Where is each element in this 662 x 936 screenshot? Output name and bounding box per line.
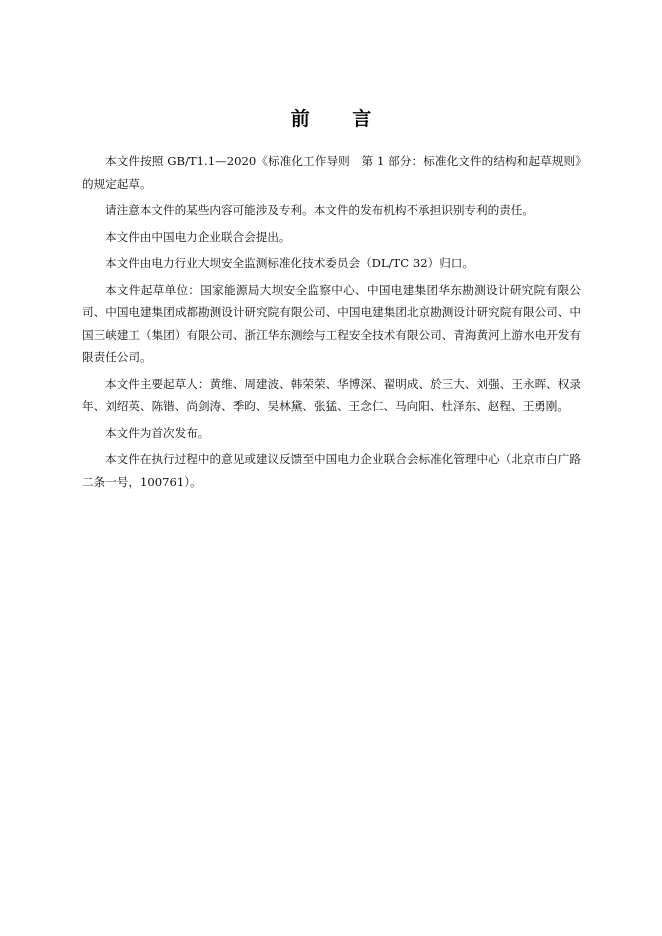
page-title: 前 言 xyxy=(290,108,390,130)
paragraph-drafting-rules: 本文件按照 GB/T1.1—2020《标准化工作导则 第 1 部分：标准化文件的结构和起草规则》的规定起草。 xyxy=(82,154,581,191)
document-body xyxy=(82,150,581,497)
paragraph-proposer: 本文件由中国电力企业联合会提出。 xyxy=(105,229,291,244)
paragraph-feedback: 本文件在执行过程中的意见或建议反馈至中国电力企业联合会标准化管理中心（北京市白广路二条一号，100761）。 xyxy=(82,452,581,489)
paragraph-first-release: 本文件为首次发布。 xyxy=(105,425,210,440)
paragraph-patent-notice: 请注意本文件的某些内容可能涉及专利。本文件的发布机构不承担识别专利的责任。 xyxy=(105,203,534,217)
paragraph-technical-committee: 本文件由电力行业大坝安全监测标准化技术委员会（DL/TC 32）归口。 xyxy=(105,256,474,270)
paragraph-main-drafters: 本文件主要起草人：黄维、周建波、韩荣荣、华博深、翟明成、於三大、刘强、王永晖、权录年、刘绍英、陈锴、尚剑涛、季昀、吴林黛、张猛、王念仁、马向阳、杜泽东、赵程、王勇刚。 xyxy=(82,376,581,413)
paragraph-drafting-organizations: 本文件起草单位：国家能源局大坝安全监察中心、中国电建集团华东勘测设计研究院有限公司、中国电建集团成都勘测设计研究院有限公司、中国电建集团北京勘测设计研究院有限公司、中国三峡建工（集团）有限公司、浙江华东测绘与工程安全技术有限公司、青海黄河上游水电开发有限责任公司。 xyxy=(82,282,581,364)
